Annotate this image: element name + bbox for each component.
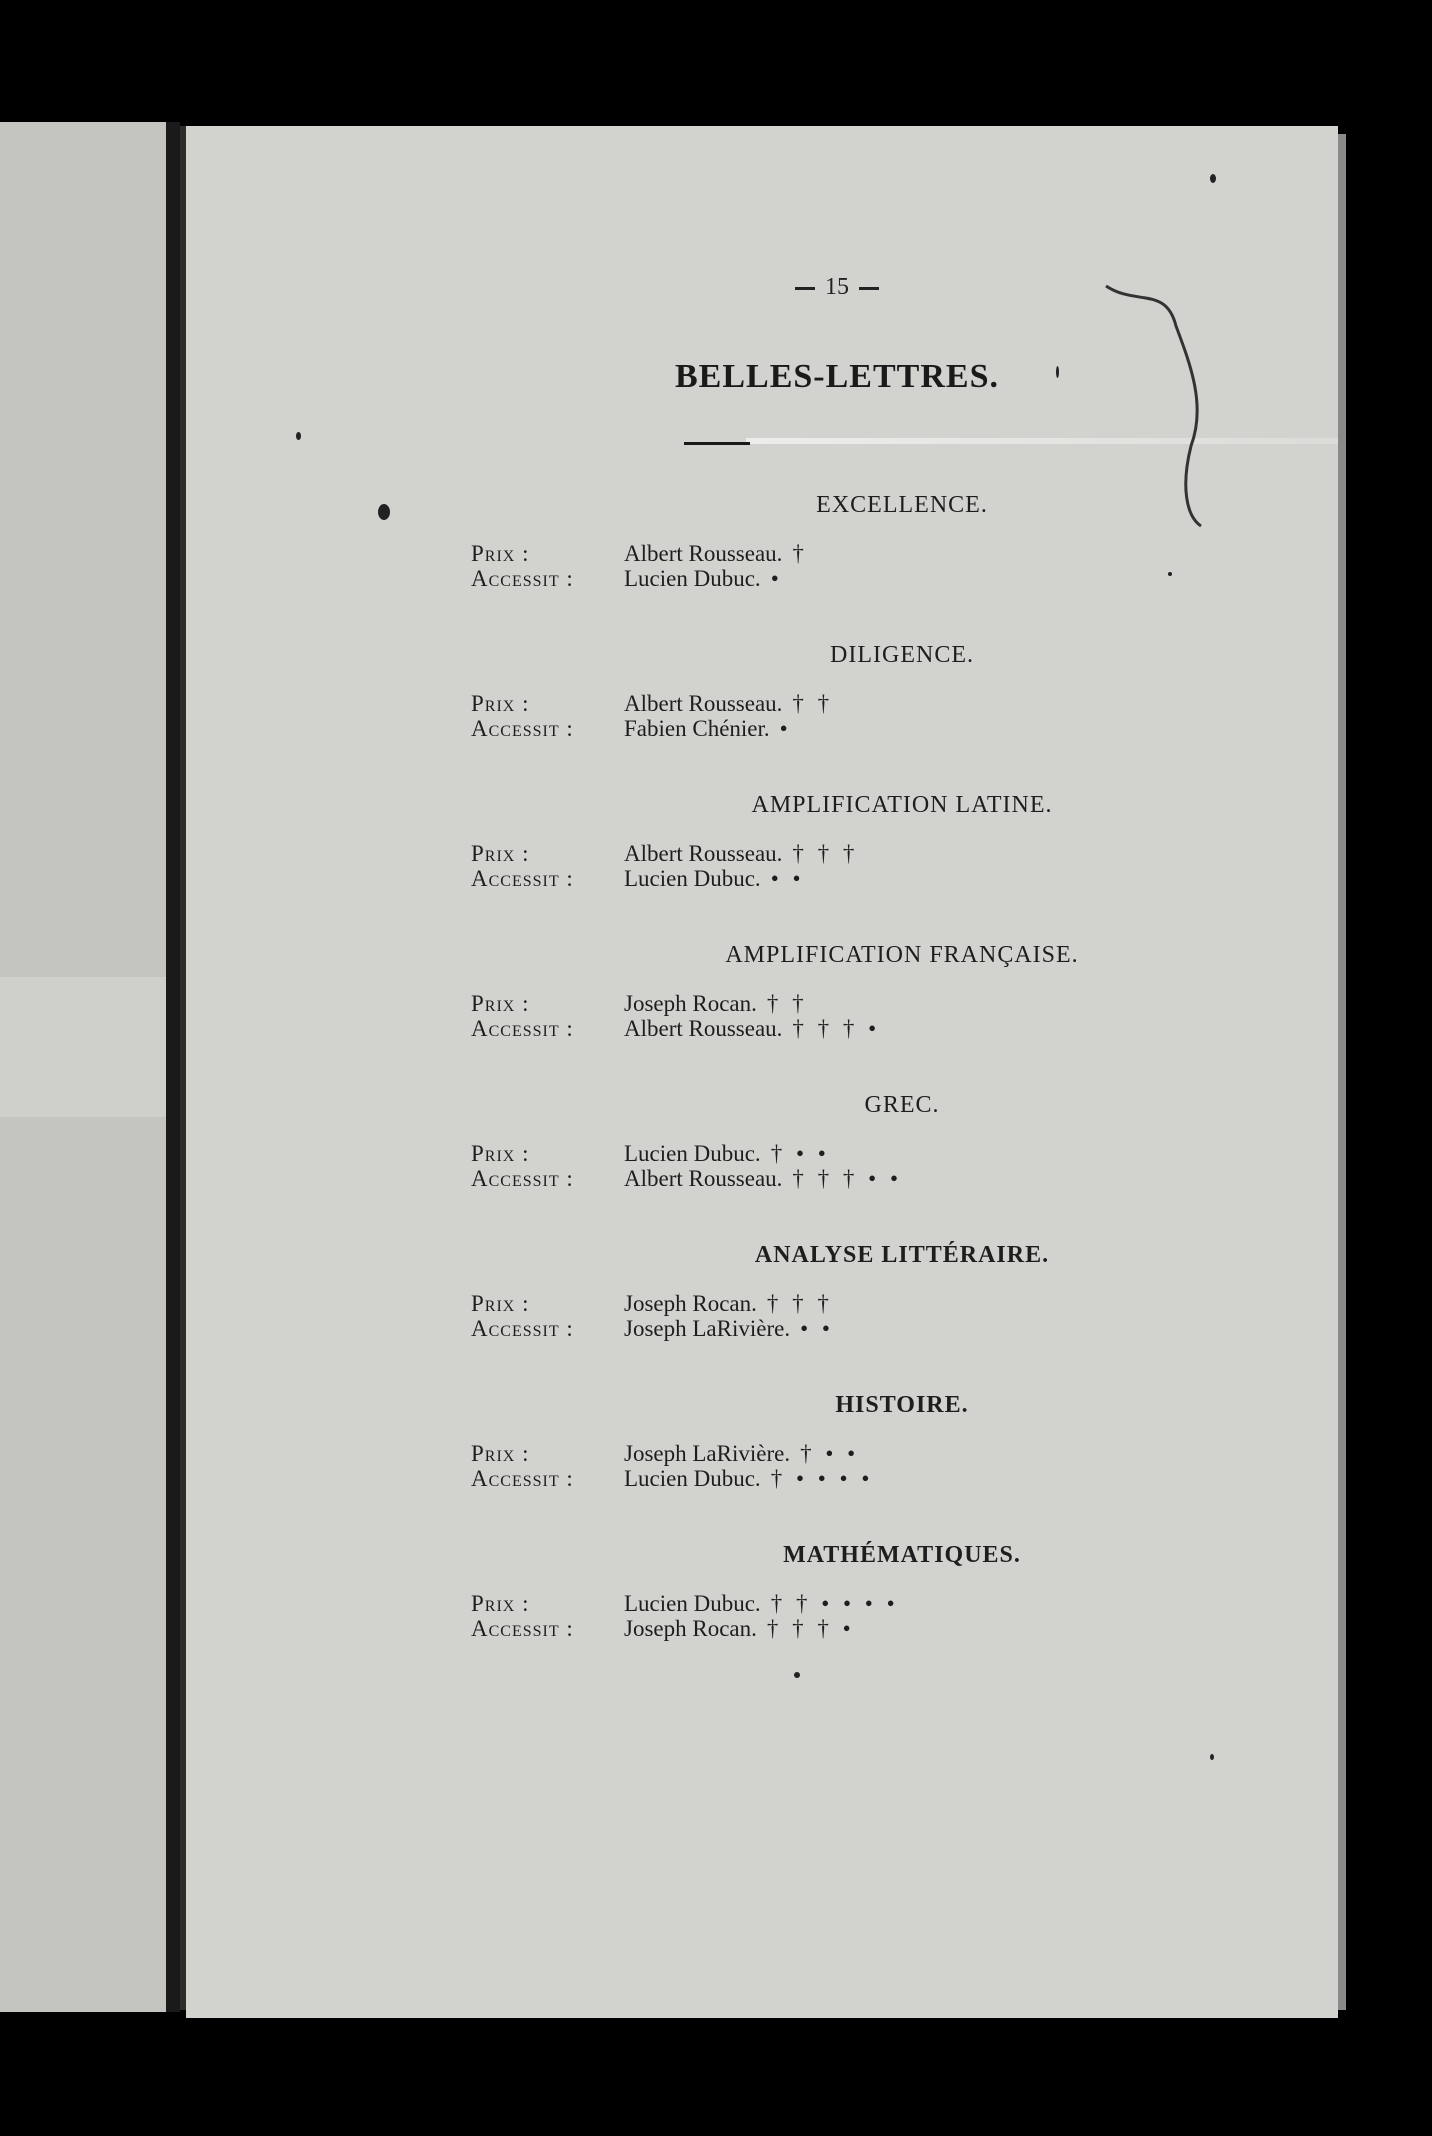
- row-name-wrap: [624, 1316, 834, 1342]
- row-marks: † • •: [800, 1441, 860, 1466]
- section-mathematiques: [186, 1542, 1338, 1641]
- folio-dash-right: [859, 287, 879, 290]
- row-name-wrap: [624, 841, 858, 867]
- prize-row: [186, 991, 1338, 1016]
- binding-gutter-line: [166, 122, 180, 2012]
- section-title: MATHÉMATIQUES.: [783, 1542, 1021, 1568]
- section-analyse-litteraire: [186, 1242, 1338, 1341]
- section-grec: [186, 1092, 1338, 1191]
- section-amplification-francaise: [186, 942, 1338, 1041]
- row-name-wrap: [624, 1016, 880, 1042]
- row-label: Accessit :: [471, 1016, 574, 1041]
- row-label: Prix :: [471, 991, 530, 1016]
- row-name-wrap: [624, 1591, 899, 1617]
- row-name: Fabien Chénier.: [624, 716, 770, 741]
- accessit-row: [186, 566, 1338, 591]
- row-label: Accessit :: [471, 566, 574, 591]
- prize-row: [186, 1141, 1338, 1166]
- row-name: Lucien Dubuc.: [624, 866, 761, 891]
- row-name-wrap: [624, 1141, 830, 1167]
- row-marks: † † † •: [766, 1616, 855, 1641]
- row-name: Albert Rousseau.: [624, 1166, 783, 1191]
- row-name: Albert Rousseau.: [624, 841, 783, 866]
- row-marks: † • • • •: [770, 1466, 874, 1491]
- section-title: HISTOIRE.: [835, 1392, 969, 1418]
- row-name-wrap: [624, 716, 792, 742]
- ink-speck: [1168, 572, 1172, 576]
- row-marks: •: [770, 566, 783, 591]
- row-marks: † • •: [770, 1141, 830, 1166]
- row-name: Joseph Rocan.: [624, 1291, 757, 1316]
- accessit-row: [186, 1316, 1338, 1341]
- row-name-wrap: [624, 1291, 833, 1317]
- folio-number: 15: [825, 274, 849, 300]
- row-name-wrap: [624, 1441, 859, 1467]
- row-label: Prix :: [471, 1291, 530, 1316]
- row-name-wrap: [624, 691, 833, 717]
- row-name: Lucien Dubuc.: [624, 1466, 761, 1491]
- row-label: Accessit :: [471, 1616, 574, 1641]
- ink-speck: [794, 1672, 800, 1678]
- left-facing-page: [0, 122, 166, 2012]
- page-edge-shadow: [1338, 134, 1346, 2010]
- row-name: Joseph LaRivière.: [624, 1316, 791, 1341]
- row-name-wrap: [624, 541, 808, 567]
- prize-row: [186, 691, 1338, 716]
- prize-row: [186, 541, 1338, 566]
- accessit-row: [186, 866, 1338, 891]
- row-name: Joseph LaRivière.: [624, 1441, 791, 1466]
- row-label: Prix :: [471, 1141, 530, 1166]
- accessit-row: [186, 1616, 1338, 1641]
- scan-streak: [746, 438, 1338, 444]
- row-marks: † †: [766, 991, 808, 1016]
- row-name: Albert Rousseau.: [624, 691, 783, 716]
- row-marks: † † † •: [792, 1016, 881, 1041]
- ink-speck: [1210, 174, 1216, 183]
- ink-speck: [378, 504, 390, 520]
- row-name: Joseph Rocan.: [624, 1616, 757, 1641]
- row-name-wrap: [624, 1466, 873, 1492]
- row-name-wrap: [624, 1166, 902, 1192]
- row-marks: † † † • •: [792, 1166, 903, 1191]
- section-title: ANALYSE LITTÉRAIRE.: [754, 1242, 1050, 1268]
- section-title: GREC.: [864, 1092, 940, 1118]
- row-label: Prix :: [471, 691, 530, 716]
- accessit-row: [186, 1016, 1338, 1041]
- row-marks: † † †: [766, 1291, 833, 1316]
- row-name: Albert Rousseau.: [624, 541, 783, 566]
- section-diligence: [186, 642, 1338, 741]
- ink-speck: [1210, 1754, 1214, 1760]
- section-title: DILIGENCE.: [830, 642, 974, 668]
- section-histoire: [186, 1392, 1338, 1491]
- row-label: Prix :: [471, 541, 530, 566]
- title-rule: [684, 442, 750, 445]
- prize-row: [186, 1591, 1338, 1616]
- left-page-band: [0, 977, 166, 1117]
- row-marks: • •: [800, 1316, 834, 1341]
- prize-row: [186, 1291, 1338, 1316]
- prize-row: [186, 841, 1338, 866]
- row-label: Prix :: [471, 1591, 530, 1616]
- section-excellence: [186, 492, 1338, 591]
- page-title: BELLES-LETTRES.: [675, 358, 999, 395]
- page-number: [186, 274, 1338, 301]
- row-label: Accessit :: [471, 1316, 574, 1341]
- row-name: Joseph Rocan.: [624, 991, 757, 1016]
- document-page: [186, 126, 1338, 2018]
- row-label: Prix :: [471, 841, 530, 866]
- ink-speck: [296, 432, 301, 440]
- prize-row: [186, 1441, 1338, 1466]
- row-name-wrap: [624, 566, 783, 592]
- section-title: EXCELLENCE.: [816, 492, 988, 518]
- section-title: AMPLIFICATION LATINE.: [751, 792, 1053, 818]
- row-marks: •: [779, 716, 792, 741]
- row-marks: † †: [792, 691, 834, 716]
- section-title: AMPLIFICATION FRANÇAISE.: [725, 942, 1079, 968]
- row-label: Prix :: [471, 1441, 530, 1466]
- row-name: Lucien Dubuc.: [624, 1141, 761, 1166]
- row-name: Albert Rousseau.: [624, 1016, 783, 1041]
- folio-dash-left: [795, 287, 815, 290]
- accessit-row: [186, 1466, 1338, 1491]
- accessit-row: [186, 1166, 1338, 1191]
- row-label: Accessit :: [471, 1466, 574, 1491]
- row-marks: †: [792, 541, 808, 566]
- accessit-row: [186, 716, 1338, 741]
- row-marks: • •: [770, 866, 805, 891]
- row-label: Accessit :: [471, 716, 574, 741]
- row-name: Lucien Dubuc.: [624, 1591, 761, 1616]
- row-marks: † † • • • •: [770, 1591, 899, 1616]
- row-label: Accessit :: [471, 866, 574, 891]
- row-name-wrap: [624, 991, 808, 1017]
- row-marks: † † †: [792, 841, 859, 866]
- row-name-wrap: [624, 866, 805, 892]
- row-name-wrap: [624, 1616, 855, 1642]
- row-label: Accessit :: [471, 1166, 574, 1191]
- ink-speck: [1056, 366, 1059, 378]
- section-amplification-latine: [186, 792, 1338, 891]
- row-name: Lucien Dubuc.: [624, 566, 761, 591]
